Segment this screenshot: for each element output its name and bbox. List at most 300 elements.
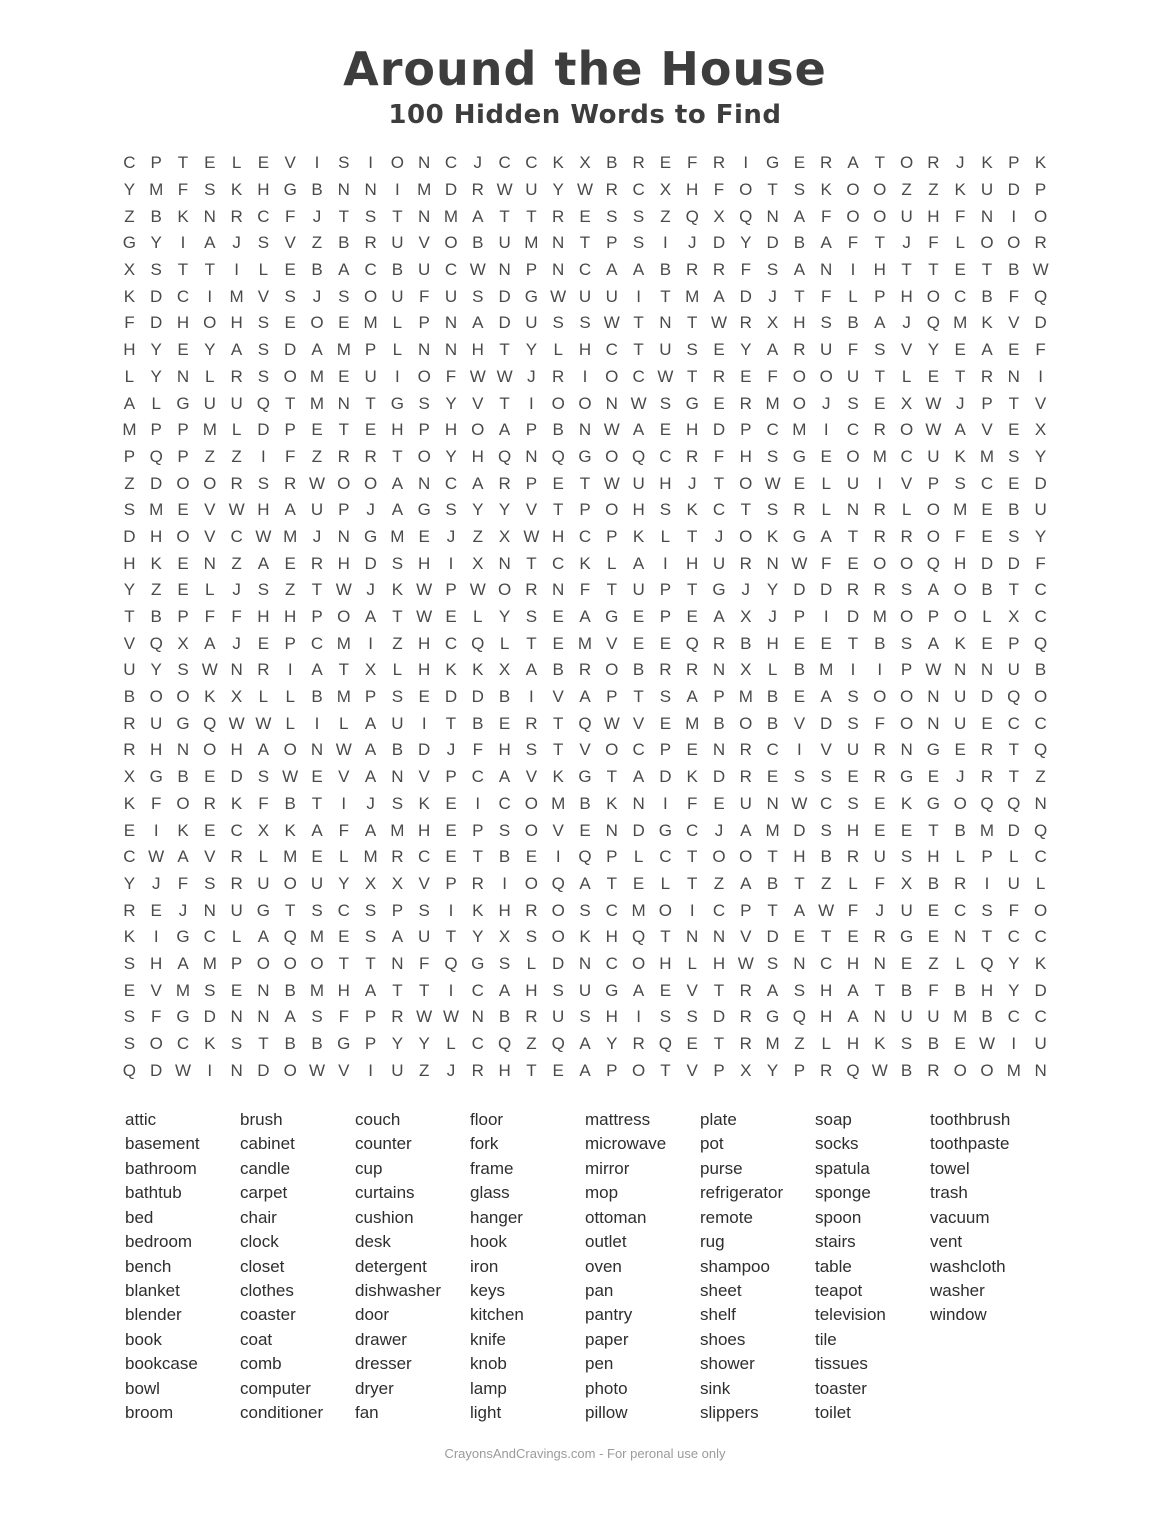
grid-cell-r11-c7: P: [284, 420, 296, 440]
grid-cell-r10-c7: T: [285, 393, 296, 413]
grid-cell-r20-c35: B: [1034, 660, 1047, 680]
grid-cell-r30-c7: Q: [283, 927, 297, 947]
grid-cell-r10-c8: M: [309, 393, 325, 413]
grid-cell-r12-c3: P: [177, 446, 189, 466]
grid-cell-r15-c5: C: [230, 526, 243, 546]
grid-cell-r6-c17: W: [550, 286, 567, 306]
grid-cell-r20-c23: N: [712, 660, 726, 680]
grid-cell-r35-c18: A: [579, 1060, 591, 1080]
grid-cell-r18-c2: B: [150, 607, 162, 627]
grid-cell-r10-c17: O: [551, 393, 565, 413]
grid-cell-r3-c23: X: [713, 206, 725, 226]
grid-cell-r9-c1: L: [124, 366, 135, 386]
grid-cell-r30-c20: Q: [631, 927, 646, 947]
grid-cell-r30-c14: Y: [472, 927, 484, 947]
grid-cell-r2-c24: O: [739, 180, 753, 200]
grid-cell-r5-c1: X: [123, 260, 136, 280]
grid-cell-r27-c16: E: [525, 847, 538, 867]
grid-cell-r28-c5: R: [230, 873, 243, 893]
grid-cell-r11-c11: H: [391, 420, 404, 440]
grid-cell-r11-c26: M: [792, 420, 807, 440]
grid-cell-r3-c30: U: [900, 206, 913, 226]
grid-cell-r27-c5: R: [230, 847, 243, 867]
grid-cell-r28-c34: U: [1007, 873, 1020, 893]
grid-cell-r35-c35: N: [1034, 1060, 1047, 1080]
grid-cell-r34-c19: Y: [606, 1034, 618, 1054]
grid-cell-r20-c10: X: [364, 660, 377, 680]
word-list-item: washcloth: [930, 1256, 1006, 1276]
grid-cell-r35-c4: I: [207, 1060, 213, 1080]
grid-cell-r18-c11: T: [392, 607, 403, 627]
grid-cell-r15-c1: D: [123, 526, 136, 546]
grid-cell-r21-c24: M: [738, 687, 753, 707]
grid-cell-r10-c32: J: [955, 393, 965, 413]
grid-cell-r29-c8: S: [311, 900, 323, 920]
grid-cell-r24-c1: X: [123, 767, 136, 787]
grid-cell-r16-c21: I: [663, 553, 668, 573]
grid-cell-r20-c22: R: [686, 660, 699, 680]
grid-cell-r8-c8: A: [311, 340, 323, 360]
grid-cell-r28-c21: L: [660, 873, 671, 893]
grid-cell-r28-c10: X: [364, 873, 377, 893]
grid-cell-r31-c32: L: [955, 953, 965, 973]
grid-cell-r30-c6: A: [257, 927, 270, 947]
grid-cell-r9-c35: I: [1038, 366, 1043, 386]
grid-cell-r29-c9: C: [337, 900, 350, 920]
grid-cell-r14-c17: T: [553, 500, 564, 520]
grid-cell-r9-c34: N: [1007, 366, 1020, 386]
grid-cell-r35-c21: T: [660, 1060, 671, 1080]
grid-cell-r21-c25: B: [766, 687, 779, 707]
grid-cell-r20-c11: L: [392, 660, 403, 680]
grid-cell-r26-c17: V: [552, 820, 564, 840]
grid-cell-r8-c25: A: [766, 340, 779, 360]
grid-cell-r12-c24: H: [739, 446, 752, 466]
grid-cell-r28-c23: Z: [713, 873, 725, 893]
grid-cell-r3-c25: N: [766, 206, 779, 226]
grid-cell-r2-c30: Z: [901, 180, 912, 200]
grid-cell-r34-c3: C: [176, 1034, 190, 1054]
grid-cell-r23-c17: T: [553, 740, 564, 760]
grid-cell-r10-c4: U: [203, 393, 216, 413]
word-list-item: trash: [930, 1183, 968, 1203]
grid-cell-r21-c28: S: [847, 687, 859, 707]
grid-cell-r29-c18: S: [579, 900, 591, 920]
grid-cell-r14-c34: B: [1008, 500, 1020, 520]
grid-cell-r30-c8: M: [309, 927, 325, 947]
grid-cell-r7-c32: M: [953, 313, 968, 333]
grid-cell-r31-c10: T: [365, 953, 376, 973]
grid-cell-r3-c35: O: [1033, 206, 1048, 226]
grid-cell-r16-c30: O: [899, 553, 914, 573]
grid-cell-r7-c14: A: [472, 313, 484, 333]
grid-cell-r28-c18: A: [579, 873, 591, 893]
word-list-item: spoon: [815, 1207, 862, 1227]
word-list-item: pillow: [585, 1402, 628, 1422]
grid-cell-r31-c13: Q: [444, 953, 458, 973]
grid-cell-r29-c13: I: [448, 900, 454, 920]
grid-cell-r10-c26: O: [792, 393, 806, 413]
grid-cell-r28-c31: B: [927, 873, 940, 893]
grid-cell-r35-c6: D: [257, 1060, 270, 1080]
grid-cell-r24-c5: D: [230, 767, 243, 787]
grid-cell-r5-c21: B: [659, 260, 672, 280]
word-list-item: bathroom: [125, 1158, 197, 1178]
grid-cell-r6-c25: J: [768, 286, 777, 306]
grid-cell-r10-c29: E: [874, 393, 886, 413]
grid-cell-r17-c14: W: [469, 580, 486, 600]
grid-cell-r26-c30: E: [900, 820, 913, 840]
grid-cell-r33-c32: M: [953, 1007, 968, 1027]
grid-cell-r11-c19: W: [603, 420, 620, 440]
grid-cell-r8-c7: D: [284, 340, 297, 360]
grid-cell-r4-c34: O: [1007, 233, 1021, 253]
grid-cell-r5-c5: I: [234, 260, 239, 280]
word-list-item: shower: [700, 1354, 755, 1374]
word-list-item: bowl: [125, 1378, 160, 1398]
grid-cell-r16-c14: X: [472, 553, 484, 573]
word-list-item: spatula: [815, 1158, 870, 1178]
grid-cell-r2-c11: I: [395, 180, 400, 200]
grid-cell-r32-c26: S: [793, 980, 806, 1000]
grid-cell-r27-c18: Q: [578, 847, 592, 867]
grid-cell-r29-c34: F: [1008, 900, 1019, 920]
grid-cell-r29-c24: P: [740, 900, 752, 920]
grid-cell-r10-c5: U: [230, 393, 243, 413]
grid-cell-r26-c24: A: [740, 820, 752, 840]
word-list-item: coat: [240, 1329, 273, 1349]
grid-cell-r9-c7: O: [283, 366, 297, 386]
grid-cell-r19-c28: T: [847, 633, 859, 653]
grid-cell-r16-c18: K: [579, 553, 591, 573]
word-list-item: curtains: [355, 1183, 415, 1203]
grid-cell-r16-c8: R: [310, 553, 324, 573]
grid-cell-r22-c34: C: [1007, 713, 1020, 733]
grid-cell-r8-c11: L: [392, 340, 403, 360]
grid-cell-r31-c19: C: [605, 953, 618, 973]
grid-cell-r27-c26: H: [793, 847, 806, 867]
grid-cell-r33-c27: H: [820, 1007, 833, 1027]
grid-cell-r13-c2: D: [150, 473, 163, 493]
grid-cell-r22-c10: A: [364, 713, 377, 733]
grid-cell-r1-c28: A: [847, 153, 859, 173]
word-list-item: knife: [470, 1329, 506, 1349]
grid-cell-r6-c10: O: [363, 286, 378, 306]
grid-cell-r19-c24: B: [740, 633, 752, 653]
grid-cell-r22-c26: V: [793, 713, 806, 733]
grid-cell-r31-c35: K: [1034, 953, 1047, 973]
word-list-item: glass: [470, 1183, 510, 1203]
grid-cell-r23-c18: V: [579, 740, 591, 760]
grid-cell-r28-c35: L: [1035, 873, 1046, 893]
grid-cell-r2-c33: U: [980, 180, 994, 200]
grid-cell-r23-c5: H: [230, 740, 243, 760]
grid-cell-r29-c17: O: [551, 900, 565, 920]
grid-cell-r32-c16: H: [525, 980, 538, 1000]
grid-cell-r12-c11: T: [392, 446, 403, 466]
grid-cell-r11-c16: P: [525, 420, 538, 440]
grid-cell-r17-c16: R: [525, 580, 538, 600]
grid-cell-r35-c29: W: [871, 1060, 888, 1080]
grid-cell-r8-c29: S: [874, 340, 886, 360]
grid-cell-r13-c23: T: [713, 473, 725, 493]
grid-cell-r16-c13: I: [448, 553, 454, 573]
grid-cell-r27-c32: L: [955, 847, 965, 867]
grid-cell-r33-c25: G: [765, 1007, 780, 1027]
grid-cell-r29-c10: S: [364, 900, 377, 920]
grid-cell-r7-c29: A: [874, 313, 886, 333]
grid-cell-r32-c34: Y: [1008, 980, 1020, 1000]
grid-cell-r25-c10: J: [366, 793, 375, 813]
grid-cell-r34-c25: M: [765, 1034, 780, 1054]
grid-cell-r7-c17: S: [552, 313, 564, 333]
grid-cell-r16-c16: T: [526, 553, 537, 573]
grid-cell-r2-c4: S: [204, 180, 216, 200]
grid-cell-r4-c1: G: [122, 233, 137, 253]
grid-cell-r22-c23: B: [713, 713, 725, 733]
word-list-item: fork: [470, 1134, 499, 1154]
grid-cell-r21-c8: B: [311, 687, 323, 707]
grid-cell-r16-c27: F: [821, 553, 832, 573]
grid-cell-r35-c19: P: [606, 1060, 618, 1080]
grid-cell-r24-c28: E: [847, 767, 859, 787]
grid-cell-r16-c35: F: [1035, 553, 1046, 573]
grid-cell-r34-c1: S: [123, 1034, 136, 1054]
grid-cell-r22-c32: U: [954, 713, 967, 733]
grid-cell-r4-c24: Y: [740, 233, 752, 253]
grid-cell-r28-c3: F: [177, 873, 189, 893]
grid-cell-r27-c28: R: [846, 847, 860, 867]
grid-cell-r33-c9: F: [338, 1007, 349, 1027]
grid-cell-r34-c33: W: [978, 1034, 996, 1054]
grid-cell-r3-c31: H: [927, 206, 940, 226]
grid-cell-r11-c31: W: [925, 420, 942, 440]
grid-cell-r16-c15: N: [498, 553, 511, 573]
grid-cell-r16-c9: H: [337, 553, 350, 573]
grid-cell-r17-c26: D: [793, 580, 806, 600]
grid-cell-r9-c20: C: [632, 366, 645, 386]
grid-cell-r12-c27: E: [820, 446, 832, 466]
grid-cell-r25-c17: M: [551, 793, 566, 813]
word-list-item: bookcase: [125, 1354, 198, 1374]
grid-cell-r7-c10: M: [363, 313, 378, 333]
grid-cell-r7-c28: B: [847, 313, 859, 333]
grid-cell-r12-c4: Z: [204, 446, 215, 466]
grid-cell-r20-c32: N: [954, 660, 967, 680]
grid-cell-r35-c31: R: [927, 1060, 940, 1080]
grid-cell-r20-c16: A: [525, 660, 538, 680]
grid-cell-r22-c22: M: [685, 713, 700, 733]
grid-cell-r21-c31: N: [927, 687, 940, 707]
grid-cell-r13-c26: E: [793, 473, 806, 493]
grid-cell-r33-c20: I: [636, 1007, 641, 1027]
grid-cell-r28-c6: U: [257, 873, 270, 893]
grid-cell-r21-c23: P: [713, 687, 725, 707]
grid-cell-r31-c2: H: [150, 953, 163, 973]
grid-cell-r27-c31: H: [927, 847, 940, 867]
grid-cell-r14-c28: N: [846, 500, 860, 520]
grid-cell-r12-c20: Q: [631, 446, 646, 466]
grid-cell-r30-c22: N: [686, 927, 699, 947]
grid-cell-r6-c29: P: [874, 286, 886, 306]
grid-cell-r13-c30: V: [900, 473, 913, 493]
grid-cell-r16-c4: N: [203, 553, 216, 573]
grid-cell-r1-c18: X: [579, 153, 591, 173]
grid-cell-r12-c30: C: [900, 446, 913, 466]
grid-cell-r32-c4: S: [204, 980, 216, 1000]
grid-cell-r27-c21: C: [659, 847, 672, 867]
grid-cell-r25-c23: E: [713, 793, 725, 813]
grid-cell-r22-c21: E: [659, 713, 672, 733]
grid-cell-r18-c6: H: [257, 607, 270, 627]
grid-cell-r7-c23: W: [710, 313, 728, 333]
grid-cell-r34-c11: Y: [391, 1034, 404, 1054]
grid-cell-r22-c4: Q: [203, 713, 217, 733]
grid-cell-r2-c5: K: [230, 180, 243, 200]
grid-cell-r19-c1: V: [123, 633, 136, 653]
grid-cell-r8-c12: N: [418, 340, 431, 360]
grid-cell-r18-c16: S: [525, 607, 538, 627]
grid-cell-r35-c16: T: [526, 1060, 537, 1080]
grid-cell-r24-c2: G: [149, 767, 163, 787]
grid-cell-r6-c11: U: [391, 286, 404, 306]
grid-cell-r21-c4: K: [204, 687, 216, 707]
grid-cell-r22-c25: B: [766, 713, 779, 733]
grid-cell-r22-c16: R: [525, 713, 538, 733]
grid-cell-r23-c1: R: [123, 740, 136, 760]
grid-cell-r34-c5: S: [230, 1034, 243, 1054]
grid-cell-r5-c35: W: [1032, 260, 1049, 280]
grid-cell-r21-c1: B: [123, 687, 136, 707]
grid-cell-r28-c1: Y: [123, 873, 136, 893]
grid-cell-r11-c30: O: [899, 420, 914, 440]
grid-cell-r8-c14: H: [471, 340, 484, 360]
grid-cell-r18-c28: D: [846, 607, 860, 627]
grid-cell-r15-c19: P: [606, 526, 618, 546]
grid-cell-r27-c15: B: [498, 847, 511, 867]
grid-cell-r7-c22: T: [687, 313, 698, 333]
grid-cell-r13-c6: S: [257, 473, 270, 493]
grid-cell-r33-c1: S: [123, 1007, 136, 1027]
grid-cell-r1-c34: P: [1008, 153, 1020, 173]
grid-cell-r20-c15: X: [498, 660, 511, 680]
grid-cell-r6-c8: J: [312, 286, 322, 306]
grid-cell-r35-c26: P: [793, 1060, 806, 1080]
grid-cell-r27-c29: U: [873, 847, 886, 867]
grid-cell-r17-c20: U: [632, 580, 645, 600]
grid-cell-r9-c4: L: [205, 366, 215, 386]
word-list-item: rug: [700, 1232, 725, 1252]
grid-cell-r25-c19: K: [606, 793, 618, 813]
word-list-item: oven: [585, 1256, 622, 1276]
grid-cell-r29-c27: W: [818, 900, 835, 920]
grid-cell-r27-c20: L: [633, 847, 644, 867]
grid-cell-r28-c7: O: [283, 873, 297, 893]
grid-cell-r16-c17: C: [552, 553, 565, 573]
word-list-item: cushion: [355, 1207, 414, 1227]
grid-cell-r10-c14: V: [472, 393, 484, 413]
grid-cell-r21-c18: A: [579, 687, 591, 707]
grid-cell-r3-c17: R: [552, 206, 565, 226]
grid-cell-r1-c33: K: [981, 153, 993, 173]
grid-cell-r3-c16: T: [526, 206, 537, 226]
grid-cell-r20-c33: N: [980, 660, 994, 680]
word-list-item: slippers: [700, 1402, 759, 1422]
grid-cell-r6-c14: S: [472, 286, 484, 306]
grid-cell-r18-c26: P: [793, 607, 806, 627]
word-list-item: stairs: [815, 1232, 856, 1252]
grid-cell-r33-c17: U: [552, 1007, 565, 1027]
grid-cell-r5-c15: N: [498, 260, 511, 280]
grid-cell-r8-c16: Y: [525, 340, 538, 360]
grid-cell-r22-c24: O: [739, 713, 753, 733]
grid-cell-r26-c19: N: [605, 820, 618, 840]
grid-cell-r18-c27: I: [823, 607, 829, 627]
grid-cell-r15-c6: W: [255, 526, 272, 546]
grid-cell-r8-c13: N: [444, 340, 458, 360]
grid-cell-r11-c22: H: [686, 420, 699, 440]
grid-cell-r19-c23: R: [712, 633, 726, 653]
grid-cell-r32-c7: B: [284, 980, 296, 1000]
grid-cell-r8-c24: Y: [740, 340, 752, 360]
grid-cell-r22-c27: D: [820, 713, 833, 733]
grid-cell-r23-c4: O: [203, 740, 217, 760]
grid-cell-r10-c21: S: [659, 393, 672, 413]
grid-cell-r29-c3: J: [178, 900, 188, 920]
grid-cell-r28-c11: X: [391, 873, 404, 893]
grid-cell-r20-c21: R: [659, 660, 672, 680]
grid-cell-r22-c1: R: [123, 713, 136, 733]
grid-cell-r31-c30: E: [900, 953, 913, 973]
grid-cell-r24-c13: P: [445, 767, 457, 787]
grid-cell-r1-c9: S: [338, 153, 350, 173]
word-list-column-3: [355, 1108, 470, 1425]
grid-cell-r31-c21: H: [659, 953, 672, 973]
grid-cell-r15-c21: L: [660, 526, 671, 546]
grid-cell-r5-c29: H: [873, 260, 886, 280]
word-list-item: sink: [700, 1378, 731, 1398]
grid-cell-r34-c9: G: [337, 1034, 351, 1054]
grid-cell-r26-c33: M: [979, 820, 995, 840]
grid-cell-r32-c30: B: [900, 980, 913, 1000]
grid-cell-r11-c32: A: [954, 420, 966, 440]
grid-cell-r15-c7: M: [283, 526, 298, 546]
grid-cell-r15-c28: T: [847, 526, 859, 546]
footer-credit: CrayonsAndCravings.com - For peronal use only: [444, 1446, 726, 1462]
grid-cell-r16-c1: H: [123, 553, 136, 573]
word-list-item: bench: [125, 1256, 172, 1276]
grid-cell-r20-c27: M: [819, 660, 834, 680]
grid-cell-r9-c8: M: [309, 366, 325, 386]
grid-cell-r35-c11: U: [391, 1060, 404, 1080]
grid-cell-r22-c8: I: [314, 713, 320, 733]
grid-cell-r14-c29: R: [873, 500, 886, 520]
grid-cell-r34-c14: C: [471, 1034, 484, 1054]
grid-cell-r10-c6: Q: [256, 393, 270, 413]
grid-cell-r2-c23: F: [713, 180, 725, 200]
grid-cell-r12-c15: Q: [497, 446, 512, 466]
grid-cell-r33-c6: N: [257, 1007, 270, 1027]
grid-cell-r14-c12: G: [417, 500, 431, 520]
grid-cell-r34-c7: B: [284, 1034, 296, 1054]
word-list-item: microwave: [585, 1134, 667, 1154]
grid-cell-r16-c11: S: [391, 553, 404, 573]
grid-cell-r25-c13: E: [445, 793, 457, 813]
grid-cell-r10-c13: Y: [445, 393, 457, 413]
grid-cell-r30-c13: T: [445, 927, 457, 947]
grid-cell-r13-c34: E: [1008, 473, 1020, 493]
grid-cell-r9-c32: T: [955, 366, 966, 386]
